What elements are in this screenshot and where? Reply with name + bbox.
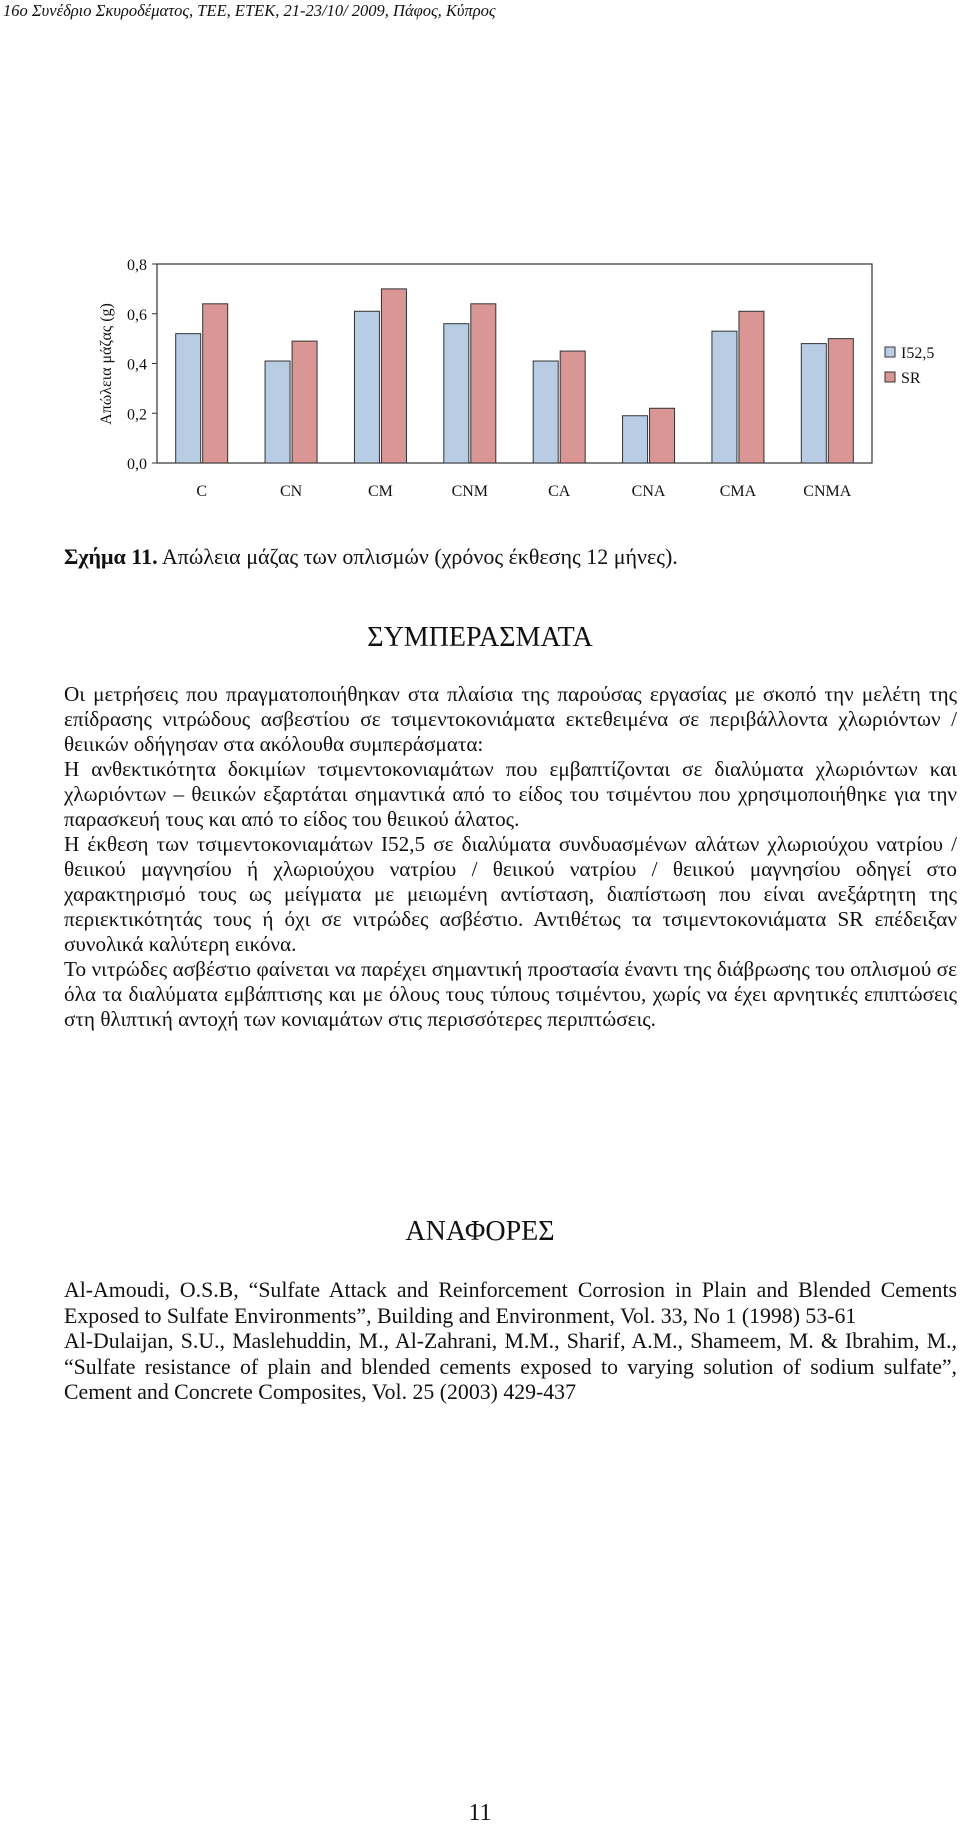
conclusions-body: [64, 682, 957, 1032]
x-tick-label: CA: [548, 483, 571, 500]
x-tick-label: CNMA: [803, 483, 852, 500]
reference-item: Al-Dulaijan, S.U., Maslehuddin, M., Al-Zahrani, M.M., Sharif, A.M., Shameem, M. & Ibrahim, M., “Sulfate resistance of plain and blended cements exposed to varying solution of sodium sulfate”, Cement and Concrete Composites, Vol. 25 (2003) 429-437: [64, 1329, 957, 1404]
bar-sr: [828, 339, 853, 463]
legend-label: SR: [901, 370, 921, 387]
figure-caption-text: Απώλεια μάζας των οπλισμών (χρόνος έκθεσης 12 μήνες).: [157, 544, 678, 569]
conclusions-paragraph: Η έκθεση των τσιμεντοκονιαμάτων I52,5 σε διαλύματα συνδυασμένων αλάτων χλωριούχου νατρίου / θειικού μαγνησίου ή χλωριούχου νατρίου / θειικού νατρίου / θειικού μαγνησίου οδηγεί στο χαρακτηρισμό τους ως μείγματα με μειωμένη αντίσταση, διαπίστωση που είναι ανεξάρτητη της περιεκτικότητάς τους ή όχι σε νιτρώδες ασβέστιο. Αντιθέτως τα τσιμεντοκονιάματα SR επέδειξαν συνολικά καλύτερη εικόνα.: [64, 832, 957, 956]
y-tick-label: 0,6: [127, 306, 147, 324]
y-tick-label: 0,0: [127, 456, 147, 473]
figure-caption-label: Σχήμα 11.: [64, 544, 158, 569]
x-tick-label: CNM: [451, 483, 489, 500]
x-tick-label: CNA: [631, 483, 666, 500]
references-list: [64, 1278, 957, 1406]
bar-sr: [739, 311, 764, 463]
bar-i52: [354, 311, 379, 463]
legend-label: I52,5: [901, 345, 935, 362]
reference-item: Al-Amoudi, O.S.B, “Sulfate Attack and Reinforcement Corrosion in Plain and Blended Cements Exposed to Sulfate Environments”, Building and Environment, Vol. 33, No 1 (1998) 53-61: [64, 1278, 957, 1328]
y-tick-label: 0,8: [127, 257, 147, 274]
bar-i52: [533, 361, 558, 463]
legend-swatch: [885, 347, 895, 357]
bar-sr: [292, 341, 317, 463]
x-tick-label: C: [196, 483, 208, 500]
x-tick-label: CN: [279, 483, 303, 500]
bar-sr: [560, 351, 585, 463]
conclusions-paragraph: Το νιτρώδες ασβέστιο φαίνεται να παρέχει σημαντική προστασία έναντι της διάβρωσης του οπλισμού σε όλα τα διαλύματα εμβάπτισης και με όλους τους τύπους τσιμέντου, χωρίς να έχει αρνητικές επιπτώσεις στη θλιπτική αντοχή των κονιαμάτων στις περισσότερες περιπτώσεις.: [64, 957, 957, 1031]
conclusions-heading: ΣΥΜΠΕΡΑΣΜΑΤΑ: [367, 622, 593, 653]
x-tick-label: CMA: [719, 483, 757, 500]
bar-i52: [444, 324, 469, 463]
bar-i52: [176, 334, 201, 463]
y-axis-label: Απώλεια μάζας (g): [98, 303, 115, 425]
bar-sr: [650, 408, 675, 463]
references-heading: ΑΝΑΦΟΡΕΣ: [405, 1216, 555, 1247]
bar-sr: [203, 304, 228, 463]
page-number: 11: [468, 1800, 492, 1826]
bar-i52: [801, 344, 826, 463]
x-tick-label: CM: [367, 483, 393, 500]
bar-i52: [265, 361, 290, 463]
y-tick-label: 0,2: [127, 406, 147, 424]
bar-sr: [381, 289, 406, 463]
figure-caption: [64, 544, 678, 570]
conclusions-paragraph: Οι μετρήσεις που πραγματοποιήθηκαν στα πλαίσια της παρούσας εργασίας με σκοπό την μελέτη της επίδρασης νιτρώδους ασβεστίου σε τσιμεντοκονιάματα εκτεθειμένα σε περιβάλλοντα χλωριόντων / θειικών οδήγησαν στα ακόλουθα συμπεράσματα:: [64, 682, 957, 756]
conclusions-paragraph: Η ανθεκτικότητα δοκιμίων τσιμεντοκονιαμάτων που εμβαπτίζονται σε διαλύματα χλωριόντων και χλωριόντων – θειικών εξαρτάται σημαντικά από το είδος του τσιμέντου που χρησιμοποιήθηκε για την παρασκευή τους και από το είδος του θειικού άλατος.: [64, 757, 957, 831]
y-tick-label: 0,4: [127, 356, 147, 374]
bar-sr: [471, 304, 496, 463]
running-head: 16ο Συνέδριο Σκυροδέματος, ΤΕΕ, ΕΤΕΚ, 21-23/10/ 2009, Πάφος, Κύπρος: [3, 1, 496, 20]
plot-frame: [157, 264, 872, 463]
bar-i52: [712, 331, 737, 463]
bar-chart: [0, 0, 960, 520]
bar-i52: [623, 416, 648, 463]
legend-swatch: [885, 372, 895, 382]
